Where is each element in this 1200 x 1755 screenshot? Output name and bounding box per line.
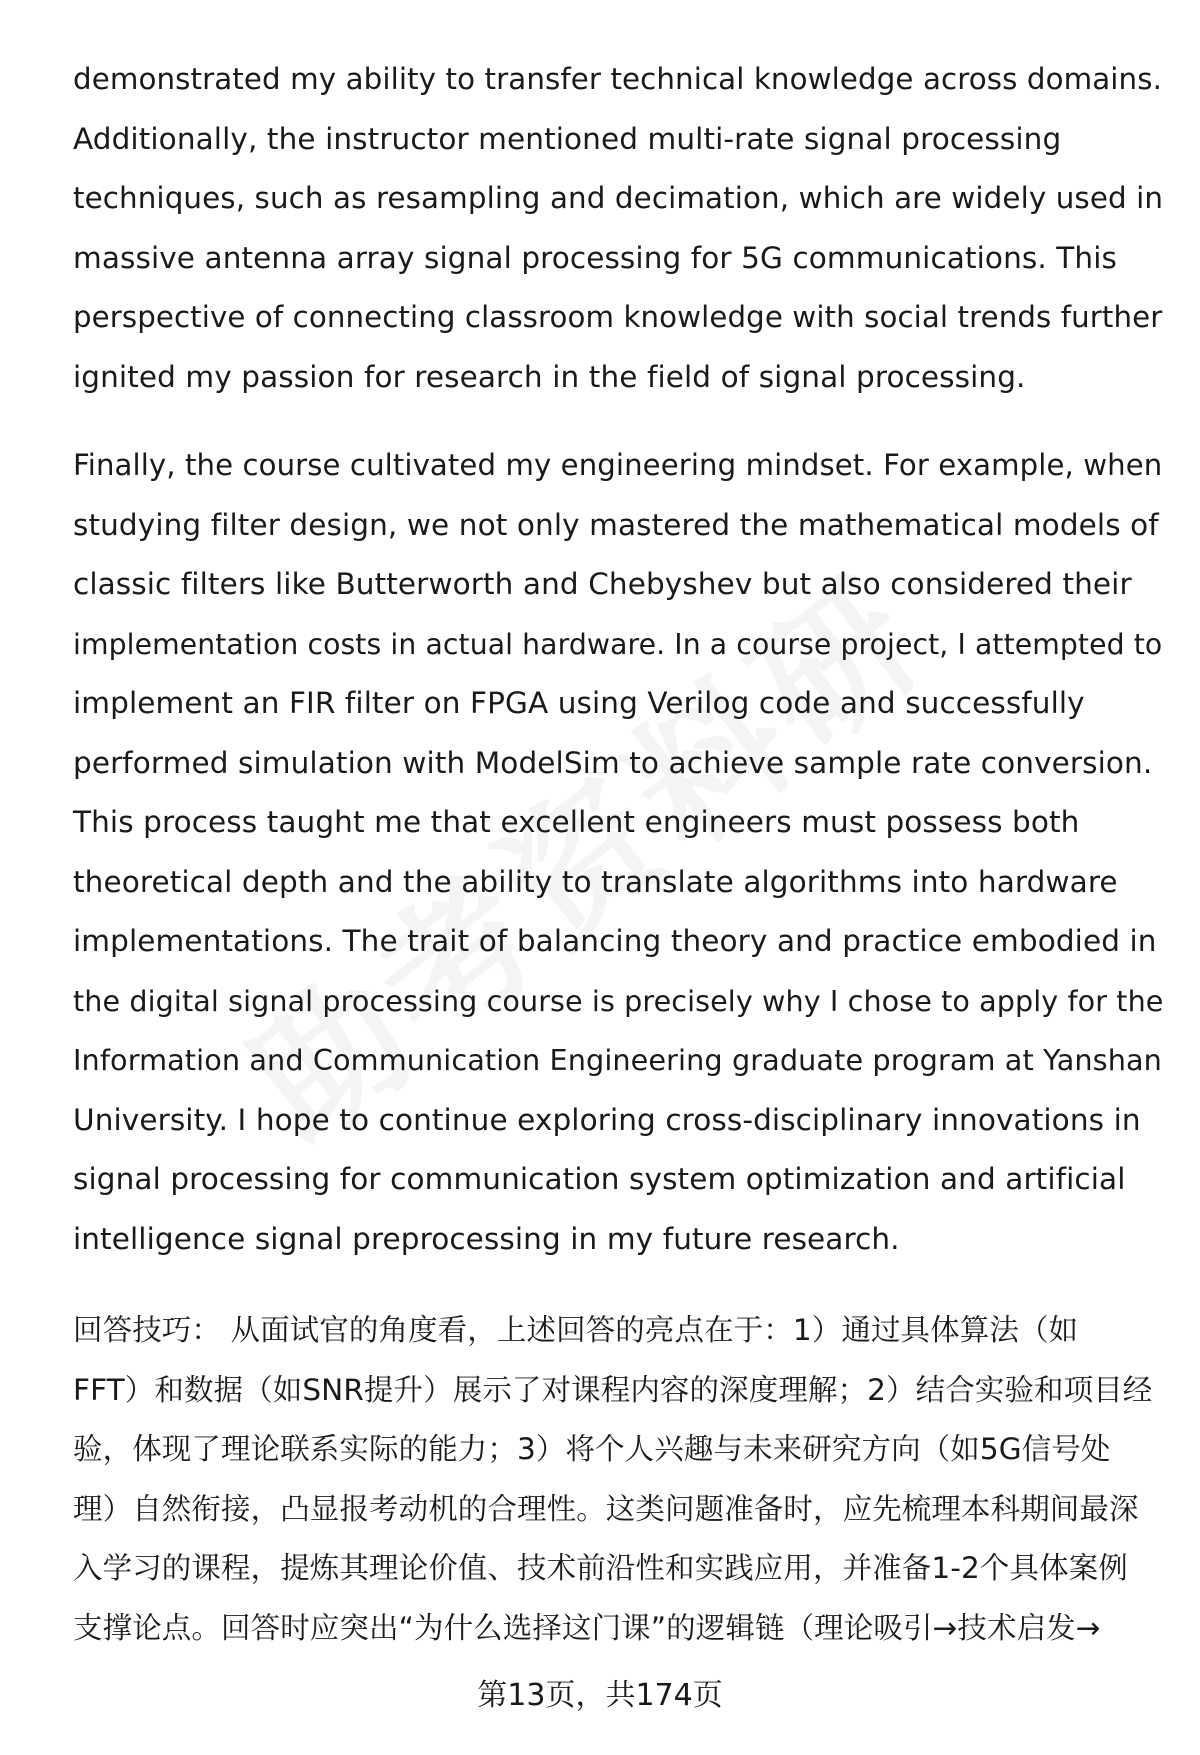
text-line: demonstrated my ability to transfer technical knowledge across domains.: [73, 62, 1162, 96]
text-line: massive antenna array signal processing for 5G communications. This: [73, 240, 1117, 275]
text-line: the digital signal processing course is precisely why I chose to apply for the: [73, 983, 1164, 1018]
text-line: signal processing for communication system optimization and artificial: [73, 1162, 1126, 1196]
text-line: studying filter design, we not only mastered the mathematical models of: [73, 507, 1159, 542]
text-line: intelligence signal preprocessing in my future research.: [73, 1221, 900, 1256]
text-line: 理）自然衔接，凸显报考动机的合理性。这类问题准备时，应先梳理本科期间最深: [73, 1491, 1139, 1526]
text-line: performed simulation with ModelSim to achieve sample rate conversion.: [73, 745, 1153, 780]
text-line: implementations. The trait of balancing theory and practice embodied in: [73, 924, 1157, 958]
text-line: ignited my passion for research in the field of signal processing.: [73, 359, 1026, 394]
text-line: 验，体现了理论联系实际的能力；3）将个人兴趣与未来研究方向（如5G信号处: [73, 1432, 1111, 1466]
paragraph-2: [73, 436, 1164, 1269]
text-line: Information and Communication Engineering graduate program at Yanshan: [73, 1043, 1162, 1077]
text-line: 入学习的课程，提炼其理论价值、技术前沿性和实践应用，并准备1-2个具体案例: [73, 1551, 1128, 1585]
text-line: University. I hope to continue exploring cross-disciplinary innovations in: [73, 1102, 1141, 1137]
text-line: Finally, the course cultivated my engineering mindset. For example, when: [73, 448, 1163, 482]
text-line: implement an FIR filter on FPGA using Verilog code and successfully: [73, 686, 1085, 720]
text-line: theoretical depth and the ability to translate algorithms into hardware: [73, 864, 1118, 899]
text-line: Additionally, the instructor mentioned multi-rate signal processing: [73, 121, 1062, 156]
text-line: This process taught me that excellent engineers must possess both: [73, 805, 1080, 839]
answer-tips-paragraph: [73, 1301, 1153, 1658]
text-line: classic filters like Butterworth and Chebyshev but also considered their: [73, 567, 1132, 601]
page-number-footer: 第13页，共174页: [477, 1678, 723, 1713]
text-line: implementation costs in actual hardware. In a course project, I attempted to: [73, 627, 1163, 661]
text-line: techniques, such as resampling and decimation, which are widely used in: [73, 181, 1164, 215]
text-line: 支撑论点。回答时应突出“为什么选择这门课”的逻辑链（理论吸引→技术启发→: [73, 1610, 1101, 1645]
paragraph-1: [73, 50, 1164, 407]
text-line: perspective of connecting classroom knowledge with social trends further: [73, 300, 1163, 334]
text-line: 回答技巧： 从面试官的角度看，上述回答的亮点在于：1）通过具体算法（如: [73, 1313, 1079, 1347]
text-line: FFT）和数据（如SNR提升）展示了对课程内容的深度理解；2）结合实验和项目经: [73, 1372, 1153, 1407]
